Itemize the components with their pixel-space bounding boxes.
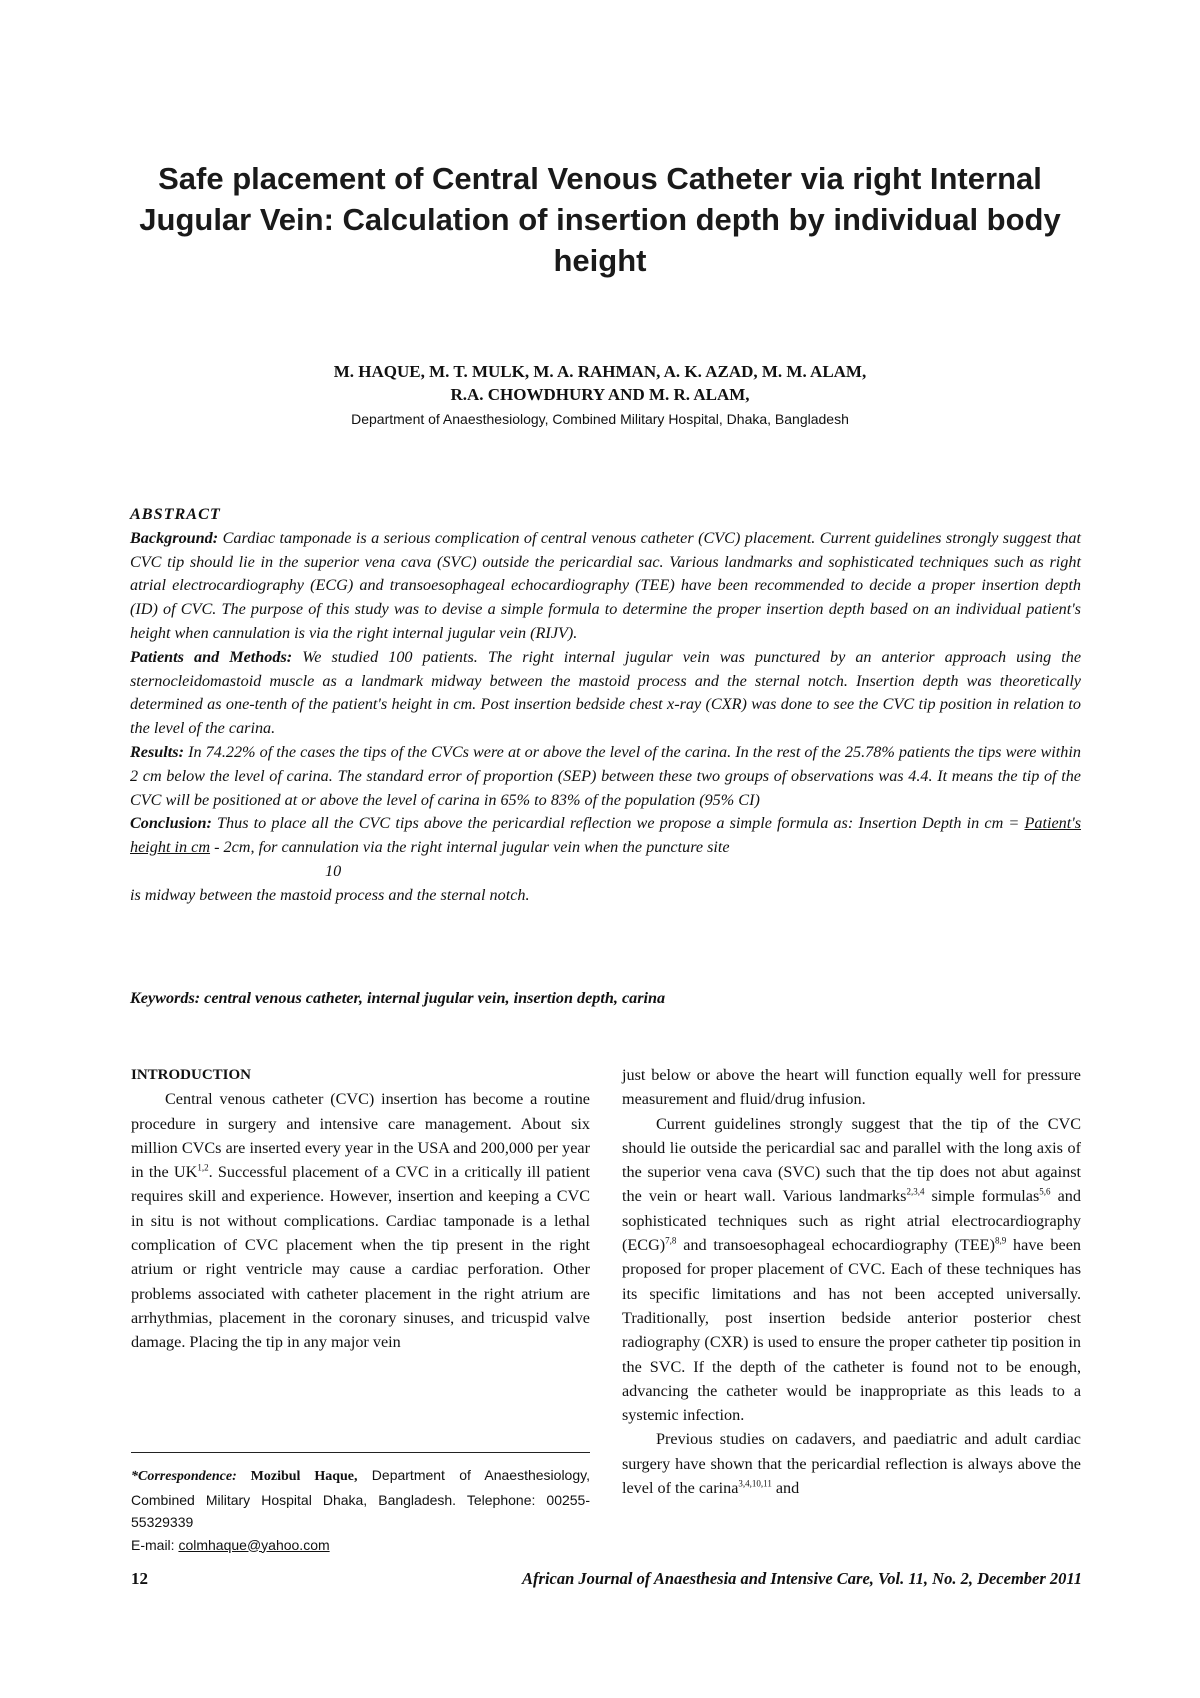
affiliation: Department of Anaesthesiology, Combined Military Hospital, Dhaka, Bangladesh — [351, 411, 849, 427]
column-left — [131, 1063, 590, 1355]
right-paragraph-3 — [622, 1427, 1081, 1500]
journal-footer: African Journal of Anaesthesia and Intensive Care, Vol. 11, No. 2, December 2011 — [522, 1569, 1082, 1588]
citation: 1,2 — [197, 1162, 209, 1173]
footnote-email — [131, 1534, 590, 1557]
column-right — [622, 1063, 1081, 1500]
article-title: Safe placement of Central Venous Catheter via right Internal Jugular Vein: Calculation of insertion depth by individual body height — [139, 161, 1061, 278]
citation: 3,4,10,11 — [738, 1478, 772, 1489]
citation: 8,9 — [994, 1235, 1007, 1246]
methods-text: We studied 100 patients. The right internal jugular vein was punctured by an anterior approach using the sternocleidomastoid muscle as a landmark midway between the mastoid process and the sternal notch. Insertion depth was theoretically determined as one-tenth of the patient's height in cm. Post insertion bedside chest x-ray (CXR) was done to see the CVC tip position in relation to the level of the carina. — [130, 647, 1082, 738]
formula-numerator: Patient's height in cm — [130, 814, 1081, 857]
text-run: have been proposed for proper placement of CVC. Each of these techniques has its specific limitations and has not been accepted universally. Traditionally, post insertion bedside anterior posterior chest radiography (CXR) is used to ensure the proper catheter tip position in the SVC. If the depth of the catheter is found not to be enough, advancing the catheter would be inappropriate as this leads to a systemic infection. — [622, 1236, 1081, 1425]
abstract — [130, 503, 1081, 908]
abstract-results — [130, 741, 1081, 812]
correspondence-label: *Correspondence: — [131, 1469, 237, 1484]
abstract-background — [130, 527, 1081, 646]
abstract-heading: ABSTRACT — [130, 505, 221, 523]
conclusion-text-3: is midway between the mastoid process and the sternal notch. — [130, 885, 530, 904]
results-text: In 74.22% of the cases the tips of the CVCs were at or above the level of the carina. In the rest of the 25.78% patients the tips were within 2 cm below the level of carina. The standard error of proportion (SEP) between these two groups of observations was 4.4. It means the tip of the CVC will be positioned at or above the level of carina in 65% to 83% of the population (95% CI) — [130, 742, 1081, 809]
conclusion-text-1: Thus to place all the CVC tips above the pericardial reflection we propose a simple formula as: Insertion Depth in cm = — [211, 814, 1025, 833]
results-label: Results: — [130, 742, 184, 761]
text-run: Current guidelines strongly suggest that the tip of the CVC should lie outside the pericardial sac and parallel with the long axis of the superior vena cava (SVC) such that the tip does not abut against the vein or heart wall. Various landmarks — [622, 1114, 1081, 1206]
conclusion-text-2: - 2cm, for cannulation via the right internal jugular vein when the puncture site — [210, 838, 730, 857]
footnote-text — [131, 1464, 590, 1534]
correspondence-name: Mozibul Haque, — [236, 1469, 358, 1484]
correspondence-text: Department of Anaesthesiology, Combined Military Hospital Dhaka, Bangladesh. Telephone: 00255-55329339 — [131, 1467, 590, 1530]
correspondence-footnote — [131, 1464, 590, 1556]
text-run: and transoesophageal echocardiography (TEE) — [676, 1236, 995, 1255]
citation: 2,3,4 — [906, 1187, 925, 1198]
right-paragraph-1: just below or above the heart will function equally well for pressure measurement and fluid/drug infusion. — [622, 1066, 1081, 1109]
text-run: Previous studies on cadavers, and paediatric and adult cardiac surgery have shown that the pericardial reflection is always above the level of the carina — [622, 1430, 1081, 1498]
text-run: simple formulas — [924, 1187, 1040, 1206]
text-run: Central venous catheter (CVC) insertion has become a routine procedure in surgery and intensive care management. About six million CVCs are inserted every year in the USA and 200,000 per year in the UK — [131, 1090, 590, 1182]
section-heading-introduction: INTRODUCTION — [131, 1067, 252, 1083]
methods-label: Patients and Methods: — [130, 647, 293, 666]
citation: 5,6 — [1039, 1187, 1051, 1198]
conclusion-label: Conclusion: — [130, 814, 212, 833]
authors-line-1: M. HAQUE, M. T. MULK, M. A. RAHMAN, A. K. AZAD, M. M. ALAM, — [333, 362, 867, 381]
intro-paragraph-1 — [131, 1087, 590, 1354]
page-number: 12 — [131, 1569, 148, 1588]
author-list — [100, 360, 1100, 406]
abstract-conclusion — [130, 812, 1081, 860]
background-text: Cardiac tamponade is a serious complication of central venous catheter (CVC) placement. Current guidelines strongly suggest that CVC tip should lie in the superior vena cava (SVC) outside the pericardial sac. Various landmarks and sophisticated techniques such as right atrial electrocardiography (ECG) and transoesophageal echocardiography (TEE) have been recommended to decide a proper insertion depth (ID) of CVC. The purpose of this study was to devise a simple formula to determine the proper insertion depth based on an individual patient's height when cannulation is via the right internal jugular vein (RIJV). — [130, 528, 1081, 642]
text-run: and sophisticated techniques such as right atrial electrocardiography (ECG) — [622, 1187, 1081, 1255]
email-link[interactable]: colmhaque@yahoo.com — [178, 1536, 330, 1553]
text-run: . Successful placement of a CVC in a critically ill patient requires skill and experience. However, insertion and keeping a CVC in situ is not without complications. Cardiac tamponade is a lethal complication of CVC placement when the tip present in the right atrium or right ventricle may cause a cardiac perforation. Other problems associated with catheter placement in the right atrium are arrhythmias, placement in the coronary sinuses, and tricuspid valve damage. Placing the tip in any major vein — [131, 1163, 591, 1352]
formula-denominator: 10 — [325, 861, 342, 880]
right-paragraph-2 — [622, 1112, 1081, 1428]
text-run: and — [771, 1479, 800, 1498]
abstract-methods — [130, 646, 1081, 741]
citation: 7,8 — [665, 1235, 677, 1246]
background-label: Background: — [130, 528, 219, 547]
authors-line-2: R.A. CHOWDHURY AND M. R. ALAM, — [450, 385, 750, 404]
email-label: E-mail: — [131, 1536, 179, 1553]
footnote-divider — [131, 1452, 590, 1453]
keywords: Keywords: central venous catheter, internal jugular vein, insertion depth, carina — [130, 989, 666, 1007]
